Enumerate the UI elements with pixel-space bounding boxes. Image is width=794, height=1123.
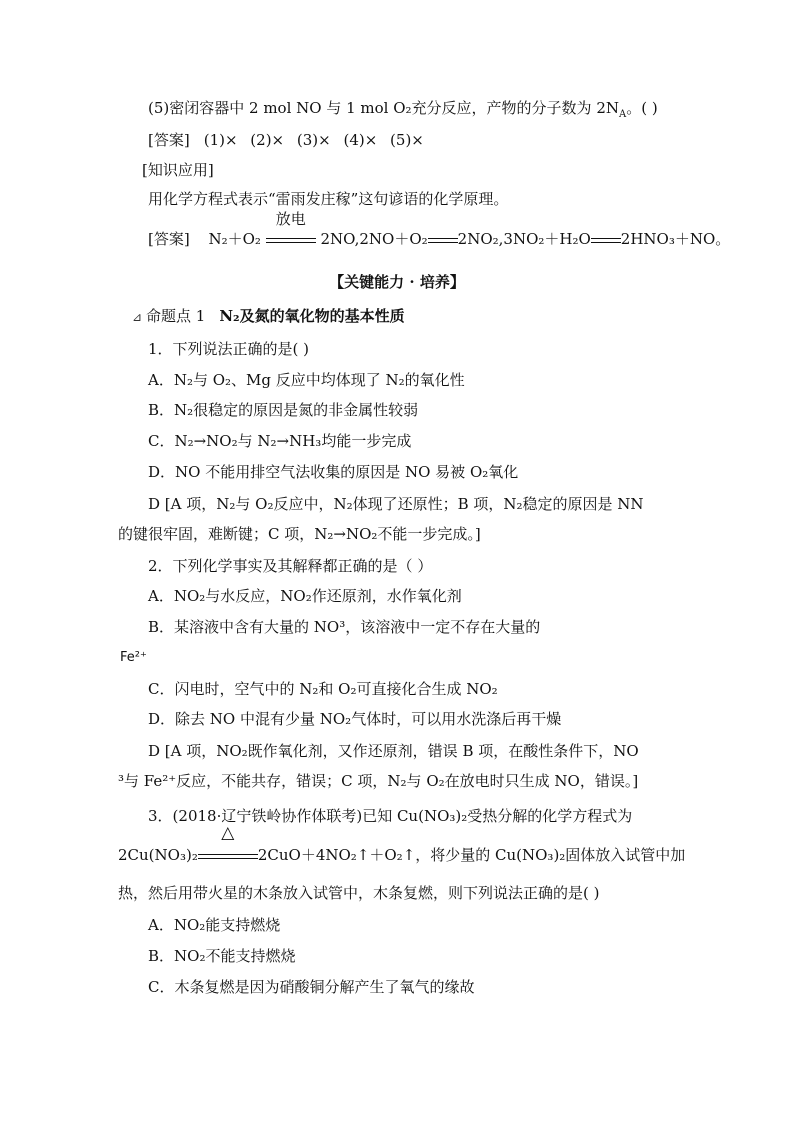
answer-2-line bbox=[148, 210, 731, 249]
eq-part-b: 2NO,2NO＋O₂ bbox=[320, 230, 428, 248]
answer-1-line bbox=[148, 130, 424, 150]
q3-stem: 3．(2018·辽宁铁岭协作体联考)已知 Cu(NO₃)₂受热分解的化学方程式为 bbox=[148, 807, 633, 825]
equals-bar bbox=[428, 238, 458, 243]
question-5-line bbox=[148, 98, 658, 125]
heat-triangle-icon: △ bbox=[221, 823, 235, 843]
q2-option-a: A．NO₂与水反应，NO₂作还原剂，水作氧化剂 bbox=[148, 587, 462, 605]
answer-value: (1)× (2)× (3)× (4)× (5)× bbox=[203, 131, 424, 149]
q3-option-a: A．NO₂能支持燃烧 bbox=[148, 916, 281, 934]
q5-sub: A bbox=[619, 109, 627, 120]
heat-arrow bbox=[198, 823, 258, 865]
topic-title: N₂及氮的氧化物的基本性质 bbox=[219, 307, 405, 325]
answer-label: [答案] bbox=[148, 230, 190, 248]
eq-part-d: 2HNO₃＋NO。 bbox=[620, 230, 731, 248]
q5-text: (5)密闭容器中 2 mol NO 与 1 mol O₂充分反应，产物的分子数为 2N bbox=[148, 99, 619, 117]
topic-marker-icon: ⊿ bbox=[132, 310, 143, 324]
eq-left: N₂＋O₂ bbox=[208, 230, 261, 248]
q5-end: 。( ) bbox=[626, 99, 658, 117]
topic-heading bbox=[132, 306, 405, 327]
q1-stem: 1．下列说法正确的是( ) bbox=[148, 340, 310, 358]
q2-option-d: D．除去 NO 中混有少量 NO₂气体时，可以用水洗涤后再干燥 bbox=[148, 710, 562, 728]
q1-answer-line-1: D [A 项，N₂与 O₂反应中，N₂体现了还原性；B 项，N₂稳定的原因是 NN bbox=[148, 495, 644, 513]
q3-option-b: B．NO₂不能支持燃烧 bbox=[148, 947, 296, 965]
q3-eq-right: 2CuO＋4NO₂↑＋O₂↑，将少量的 Cu(NO₃)₂固体放入试管中加 bbox=[257, 846, 686, 864]
equals-bar bbox=[591, 238, 621, 243]
q2-option-c: C．闪电时，空气中的 N₂和 O₂可直接化合生成 NO₂ bbox=[148, 680, 498, 698]
q3-stem-line-3: 热，然后用带火星的木条放入试管中，木条复燃，则下列说法正确的是( ) bbox=[118, 884, 600, 902]
answer-label: [答案] bbox=[148, 131, 190, 149]
knowledge-label: [知识应用] bbox=[142, 161, 214, 179]
q1-option-b: B．N₂很稳定的原因是氮的非金属性较弱 bbox=[148, 401, 419, 419]
q2-answer-line-2: ³与 Fe²⁺反应，不能共存，错误；C 项，N₂与 O₂在放电时只生成 NO，错误。] bbox=[118, 772, 639, 790]
q3-eq-left: 2Cu(NO₃)₂ bbox=[118, 846, 198, 864]
q1-option-d: D．NO 不能用排空气法收集的原因是 NO 易被 O₂氧化 bbox=[148, 463, 519, 481]
condition-arrow bbox=[266, 210, 316, 249]
section-title: 【关键能力 · 培养】 bbox=[329, 273, 465, 291]
q3-option-c: C．木条复燃是因为硝酸铜分解产生了氧气的缘故 bbox=[148, 978, 475, 996]
q1-option-c: C．N₂→NO₂与 N₂→NH₃均能一步完成 bbox=[148, 432, 412, 450]
q2-option-b-fe: Fe²⁺ bbox=[120, 650, 147, 665]
eq-part-c: 2NO₂,3NO₂＋H₂O bbox=[457, 230, 591, 248]
q2-option-b: B．某溶液中含有大量的 NO³，该溶液中一定不存在大量的 bbox=[148, 618, 541, 636]
equals-bar bbox=[266, 238, 316, 243]
q2-answer-line-1: D [A 项，NO₂既作氧化剂，又作还原剂，错误 B 项，在酸性条件下，NO bbox=[148, 742, 639, 760]
q1-answer-line-2: 的键很牢固，难断键；C 项，N₂→NO₂不能一步完成。] bbox=[118, 525, 481, 543]
q1-option-a: A．N₂与 O₂、Mg 反应中均体现了 N₂的氧化性 bbox=[148, 371, 465, 389]
equals-sign bbox=[591, 229, 621, 249]
q2-stem: 2．下列化学事实及其解释都正确的是（ ） bbox=[148, 557, 433, 575]
equals-bar bbox=[198, 854, 258, 859]
equals-sign bbox=[428, 229, 458, 249]
knowledge-question: 用化学方程式表示“雷雨发庄稼”这句谚语的化学原理。 bbox=[148, 190, 509, 208]
topic-label: 命题点 1 bbox=[146, 307, 206, 325]
condition-label: 放电 bbox=[275, 210, 306, 228]
q3-equation-line bbox=[118, 823, 686, 865]
